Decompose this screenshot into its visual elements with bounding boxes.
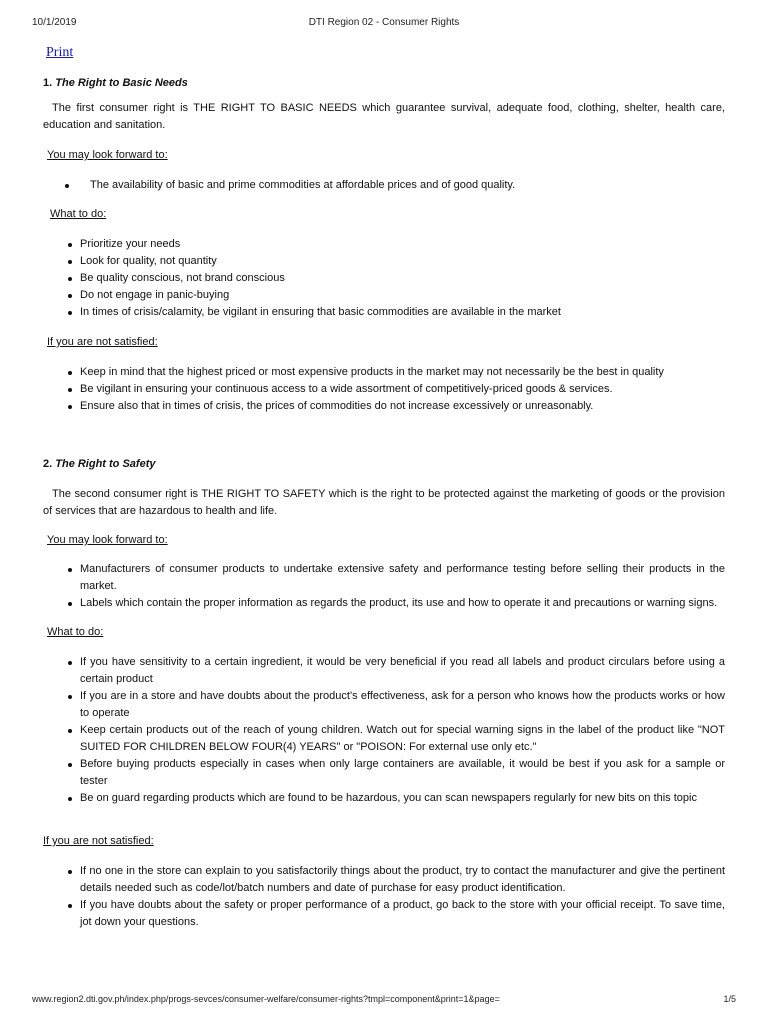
- section-2-title: The Right to Safety: [55, 458, 156, 470]
- section-2-intro: The second consumer right is THE RIGHT TO SAFETY which is the right to be protected against the marketing of goods or the provision of services that are hazardous to health and life.: [43, 488, 725, 517]
- list-item: If you are in a store and have doubts about the product's effectiveness, ask for a person who knows how the products works or how to operate: [80, 688, 725, 722]
- section-2-not-satisfied-list: [43, 863, 725, 931]
- list-item: Be quality conscious, not brand conscious: [80, 270, 725, 287]
- list-item: Before buying products especially in cases when only large containers are available, it would be best if you ask for a sample or tester: [80, 756, 725, 790]
- print-header: [32, 17, 736, 31]
- section-1-not-satisfied-list: [43, 364, 725, 415]
- list-item: If you have sensitivity to a certain ingredient, it would be very beneficial if you read all labels and product circulars before using a certain product: [80, 654, 725, 688]
- list-item: Keep in mind that the highest priced or most expensive products in the market may not necessarily be the best in quality: [80, 364, 725, 381]
- list-item: In times of crisis/calamity, be vigilant in ensuring that basic commodities are available in the market: [80, 304, 725, 321]
- print-footer: [32, 994, 736, 1008]
- list-item: Be vigilant in ensuring your continuous access to a wide assortment of competitively-priced goods & services.: [80, 381, 725, 398]
- section-2-look-forward-label: You may look forward to:: [47, 534, 168, 546]
- section-1-look-forward-label: You may look forward to:: [47, 149, 168, 161]
- section-1-look-forward-list: [43, 177, 725, 194]
- section-1-title: The Right to Basic Needs: [55, 77, 188, 89]
- section-1-what-to-do-list: [43, 236, 725, 321]
- list-item: Be on guard regarding products which are found to be hazardous, you can scan newspapers regularly for new bits on this topic: [80, 790, 725, 807]
- section-2-number: 2.: [43, 458, 53, 470]
- section-1-intro: The first consumer right is THE RIGHT TO BASIC NEEDS which guarantee survival, adequate food, clothing, shelter, health care, education and sanitation.: [43, 102, 725, 131]
- section-1-number: 1.: [43, 77, 53, 89]
- list-item: Prioritize your needs: [80, 236, 725, 253]
- section-2-what-to-do-list: [43, 654, 725, 807]
- section-1-not-satisfied-label: If you are not satisfied:: [47, 336, 158, 348]
- list-item: The availability of basic and prime commodities at affordable prices and of good quality.: [90, 177, 725, 194]
- section-2-look-forward-list: [43, 561, 725, 612]
- article-content: [43, 44, 725, 931]
- list-item: Keep certain products out of the reach of young children. Watch out for special warning signs in the label of the product like "NOT SUITED FOR CHILDREN BELOW FOUR(4) YEARS" or "POISON: For external use only etc.": [80, 722, 725, 756]
- list-item: Look for quality, not quantity: [80, 253, 725, 270]
- section-2-not-satisfied-label: If you are not satisfied:: [43, 835, 154, 847]
- list-item: Do not engage in panic-buying: [80, 287, 725, 304]
- print-date: 10/1/2019: [32, 17, 77, 28]
- section-1-heading: [43, 75, 725, 92]
- list-item: If no one in the store can explain to you satisfactorily things about the product, try to contact the manufacturer and give the pertinent details needed such as code/lot/batch numbers and date of purchase for easy product identification.: [80, 863, 725, 897]
- section-1-what-to-do-label: What to do:: [50, 208, 107, 220]
- page-number: 1/5: [723, 994, 736, 1004]
- list-item: Manufacturers of consumer products to undertake extensive safety and performance testing before selling their products in the market.: [80, 561, 725, 595]
- print-page-title: DTI Region 02 - Consumer Rights: [308, 17, 460, 28]
- print-url: www.region2.dti.gov.ph/index.php/progs-sevces/consumer-welfare/consumer-rights?tmpl=component&print=1&page=: [32, 994, 500, 1004]
- list-item: Ensure also that in times of crisis, the prices of commodities do not increase excessively or unreasonably.: [80, 398, 725, 415]
- print-link[interactable]: Print: [46, 45, 74, 60]
- list-item: If you have doubts about the safety or proper performance of a product, go back to the store with your official receipt. To save time, jot down your questions.: [80, 897, 725, 931]
- section-2-heading: [43, 456, 725, 473]
- section-2-what-to-do-label: What to do:: [47, 626, 104, 638]
- list-item: Labels which contain the proper information as regards the product, its use and how to operate it and precautions or warning signs.: [80, 595, 725, 612]
